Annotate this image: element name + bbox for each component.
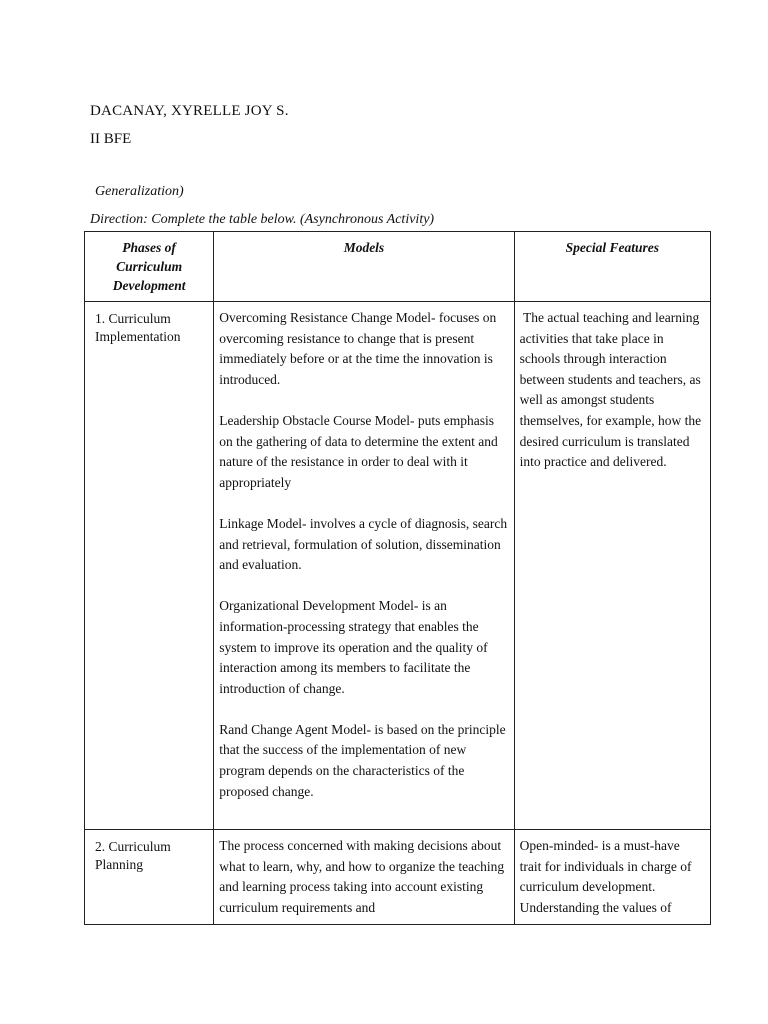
table-row: [85, 830, 711, 925]
model-paragraph: Overcoming Resistance Change Model- focuses on overcoming resistance to change that is present immediately before or at the time the innovation is introduced.: [219, 310, 497, 387]
table-row: [85, 302, 711, 830]
features-cell: Open-minded- is a must-have trait for individuals in charge of curriculum development. Understanding the values of: [514, 830, 710, 925]
models-cell: [214, 830, 514, 925]
model-paragraph: Rand Change Agent Model- is based on the principle that the success of the implementation of new program depends on the characteristics of the proposed change.: [219, 721, 506, 799]
model-paragraph: Leadership Obstacle Course Model- puts emphasis on the gathering of data to determine the extent and nature of the resistance in order to deal with it appropriately: [219, 412, 498, 490]
models-cell: [214, 302, 514, 830]
table-header-row: [85, 232, 711, 302]
features-cell: The actual teaching and learning activities that take place in schools through interaction between students and teachers, as well as amongst students themselves, for example, how the desired curriculum is translated into practice and delivered.: [514, 302, 710, 830]
model-paragraph: Linkage Model- involves a cycle of diagnosis, search and retrieval, formulation of solution, dissemination and evaluation.: [219, 515, 508, 573]
direction-text: Direction: Complete the table below. (Asynchronous Activity): [90, 212, 435, 227]
header-phases: Phases of Curriculum Development: [85, 232, 214, 302]
student-name: DACANAY, XYRELLE JOY S.: [90, 103, 289, 119]
header-special-features: Special Features: [514, 232, 710, 302]
header-models: Models: [214, 232, 514, 302]
student-section: II BFE: [90, 131, 132, 147]
phase-cell: 2. Curriculum Planning: [85, 830, 214, 925]
generalization-heading: Generalization): [95, 184, 184, 199]
model-paragraph: The process concerned with making decisions about what to learn, why, and how to organize the teaching and learning process taking into account existing curriculum requirements and: [219, 838, 505, 915]
phase-cell: 1. Curriculum Implementation: [85, 302, 214, 830]
model-paragraph: Organizational Development Model- is an information-processing strategy that enables the system to improve its operation and the quality of interaction among its members to facilitate the introduction of change.: [219, 598, 488, 696]
curriculum-table: [84, 231, 711, 925]
